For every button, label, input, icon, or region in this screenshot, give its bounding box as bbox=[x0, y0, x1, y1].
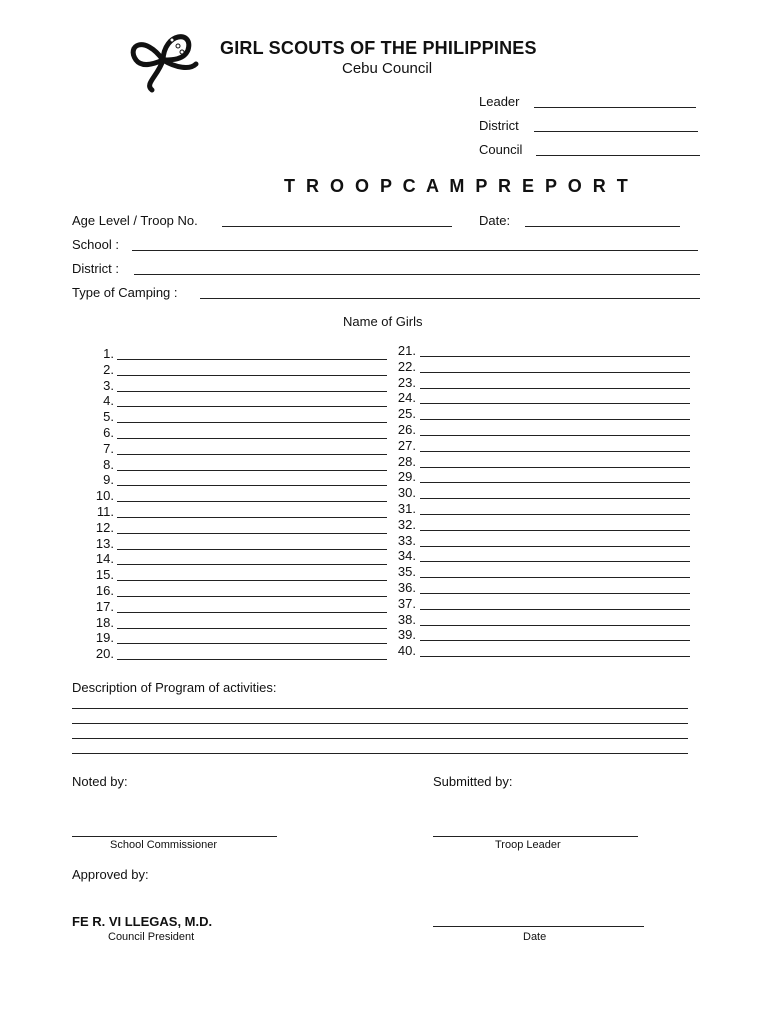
girl-number-right: 29. bbox=[397, 469, 416, 485]
president-name: FE R. VI LLEGAS, M.D. bbox=[72, 914, 213, 929]
girl-name-field[interactable] bbox=[117, 612, 387, 613]
description-line[interactable] bbox=[72, 738, 688, 739]
girl-number-left: 5. bbox=[103, 409, 114, 425]
girl-name-field[interactable] bbox=[117, 375, 387, 376]
girl-number-right: 40. bbox=[397, 643, 416, 659]
girl-number-right: 31. bbox=[397, 501, 416, 516]
girl-name-field[interactable] bbox=[420, 656, 690, 657]
girl-number-right: 39. bbox=[397, 627, 416, 643]
girl-number-left: 11. bbox=[96, 504, 114, 519]
girl-name-field[interactable] bbox=[117, 422, 387, 423]
district-label: District : bbox=[72, 261, 119, 276]
girl-number-left: 10. bbox=[95, 488, 114, 504]
girl-name-field[interactable] bbox=[420, 625, 690, 626]
description-line[interactable] bbox=[72, 753, 688, 754]
girl-name-field[interactable] bbox=[420, 482, 690, 483]
girl-name-field[interactable] bbox=[117, 485, 387, 486]
date-field[interactable] bbox=[525, 226, 680, 227]
girl-name-field[interactable] bbox=[117, 533, 387, 534]
girl-name-field[interactable] bbox=[117, 659, 387, 660]
girl-number-right: 34. bbox=[397, 548, 416, 564]
date-label: Date: bbox=[479, 213, 511, 228]
description-line[interactable] bbox=[72, 723, 688, 724]
girl-number-right: 32. bbox=[397, 516, 416, 532]
girl-number-left: 7. bbox=[103, 440, 114, 456]
girl-number-left: 4. bbox=[103, 393, 114, 409]
girl-number-left: 14. bbox=[95, 551, 114, 567]
description-line[interactable] bbox=[72, 708, 688, 709]
girl-number-left: 1. bbox=[103, 346, 114, 361]
girl-number-right: 23. bbox=[397, 374, 416, 390]
approved-by-label: Approved by: bbox=[72, 867, 149, 882]
council-name: Cebu Council bbox=[342, 60, 433, 77]
girl-name-field[interactable] bbox=[420, 546, 690, 547]
girl-number-right: 38. bbox=[397, 611, 416, 627]
girl-name-field[interactable] bbox=[420, 419, 690, 420]
leader-label: Leader bbox=[479, 94, 520, 109]
girl-name-field[interactable] bbox=[117, 643, 387, 644]
girl-name-field[interactable] bbox=[420, 609, 690, 610]
girl-number-left: 6. bbox=[103, 425, 114, 440]
girl-name-field[interactable] bbox=[117, 580, 387, 581]
girl-name-field[interactable] bbox=[117, 438, 387, 439]
girl-name-field[interactable] bbox=[420, 577, 690, 578]
president-title: Council President bbox=[108, 931, 195, 943]
girl-name-field[interactable] bbox=[420, 356, 690, 357]
girl-number-left: 9. bbox=[103, 472, 114, 488]
girl-name-field[interactable] bbox=[117, 454, 387, 455]
date-caption: Date bbox=[523, 931, 547, 943]
girl-name-field[interactable] bbox=[420, 530, 690, 531]
girl-number-right: 26. bbox=[397, 422, 416, 437]
girl-number-right: 25. bbox=[397, 406, 416, 422]
girl-name-field[interactable] bbox=[420, 514, 690, 515]
girl-name-field[interactable] bbox=[117, 564, 387, 565]
age-level-field[interactable] bbox=[222, 226, 452, 227]
girl-name-field[interactable] bbox=[117, 359, 387, 360]
org-name: GIRL SCOUTS OF THE PHILIPPINES bbox=[220, 38, 537, 58]
girl-number-right: 22. bbox=[397, 358, 416, 374]
girl-name-field[interactable] bbox=[117, 628, 387, 629]
girl-name-field[interactable] bbox=[420, 388, 690, 389]
age-level-label: Age Level / Troop No. bbox=[72, 213, 198, 228]
girl-number-right: 33. bbox=[397, 532, 416, 548]
girl-name-field[interactable] bbox=[420, 498, 690, 499]
girl-number-right: 37. bbox=[397, 595, 416, 611]
girl-number-left: 19. bbox=[95, 630, 114, 646]
girl-name-field[interactable] bbox=[420, 593, 690, 594]
girl-name-field[interactable] bbox=[117, 501, 387, 502]
district-meta-label: District bbox=[479, 118, 519, 133]
girl-name-field[interactable] bbox=[117, 596, 387, 597]
girl-name-field[interactable] bbox=[117, 517, 387, 518]
girl-number-right: 24. bbox=[397, 390, 416, 406]
girl-number-right: 21. bbox=[397, 343, 416, 358]
report-title: T R O O P C A M P R E P O R T bbox=[284, 176, 631, 196]
girl-number-right: 28. bbox=[397, 453, 416, 469]
girl-number-right: 35. bbox=[397, 564, 416, 580]
girl-number-left: 12. bbox=[95, 519, 114, 535]
girl-number-left: 3. bbox=[103, 377, 114, 393]
girl-number-left: 17. bbox=[95, 598, 114, 614]
date-signature-line[interactable] bbox=[433, 926, 644, 927]
description-label: Description of Program of activities: bbox=[72, 680, 277, 695]
school-label: School : bbox=[72, 237, 119, 252]
type-of-camping-label: Type of Camping : bbox=[72, 285, 178, 300]
district-meta-field[interactable] bbox=[534, 131, 698, 132]
submitted-by-label: Submitted by: bbox=[433, 774, 513, 789]
school-field[interactable] bbox=[132, 250, 698, 251]
girl-number-right: 36. bbox=[397, 580, 416, 595]
girl-name-field[interactable] bbox=[420, 640, 690, 641]
girl-number-left: 13. bbox=[95, 535, 114, 551]
district-field[interactable] bbox=[134, 274, 700, 275]
type-of-camping-field[interactable] bbox=[200, 298, 700, 299]
troop-leader-caption: Troop Leader bbox=[495, 839, 561, 851]
leader-field[interactable] bbox=[534, 107, 696, 108]
girl-number-left: 2. bbox=[103, 361, 114, 377]
girl-name-field[interactable] bbox=[420, 435, 690, 436]
girl-name-field[interactable] bbox=[420, 467, 690, 468]
trefoil-logo-icon bbox=[124, 24, 202, 94]
school-commissioner-signature-line[interactable] bbox=[72, 836, 277, 837]
girl-number-right: 30. bbox=[397, 485, 416, 501]
girl-number-left: 15. bbox=[95, 567, 114, 583]
council-field[interactable] bbox=[536, 155, 700, 156]
girl-name-field[interactable] bbox=[420, 372, 690, 373]
girl-name-field[interactable] bbox=[420, 561, 690, 562]
girl-number-left: 20. bbox=[95, 646, 114, 662]
girl-name-field[interactable] bbox=[117, 470, 387, 471]
girl-name-field[interactable] bbox=[420, 403, 690, 404]
girl-name-field[interactable] bbox=[420, 451, 690, 452]
girl-name-field[interactable] bbox=[117, 391, 387, 392]
girl-number-left: 18. bbox=[95, 614, 114, 630]
troop-leader-signature-line[interactable] bbox=[433, 836, 638, 837]
noted-by-label: Noted by: bbox=[72, 774, 128, 789]
council-label: Council bbox=[479, 142, 523, 157]
girls-heading: Name of Girls bbox=[343, 314, 423, 329]
girl-number-left: 8. bbox=[103, 456, 114, 472]
school-commissioner-caption: School Commissioner bbox=[110, 839, 217, 851]
girl-number-left: 16. bbox=[95, 583, 114, 598]
girl-name-field[interactable] bbox=[117, 549, 387, 550]
girl-number-right: 27. bbox=[397, 437, 416, 453]
girl-name-field[interactable] bbox=[117, 406, 387, 407]
